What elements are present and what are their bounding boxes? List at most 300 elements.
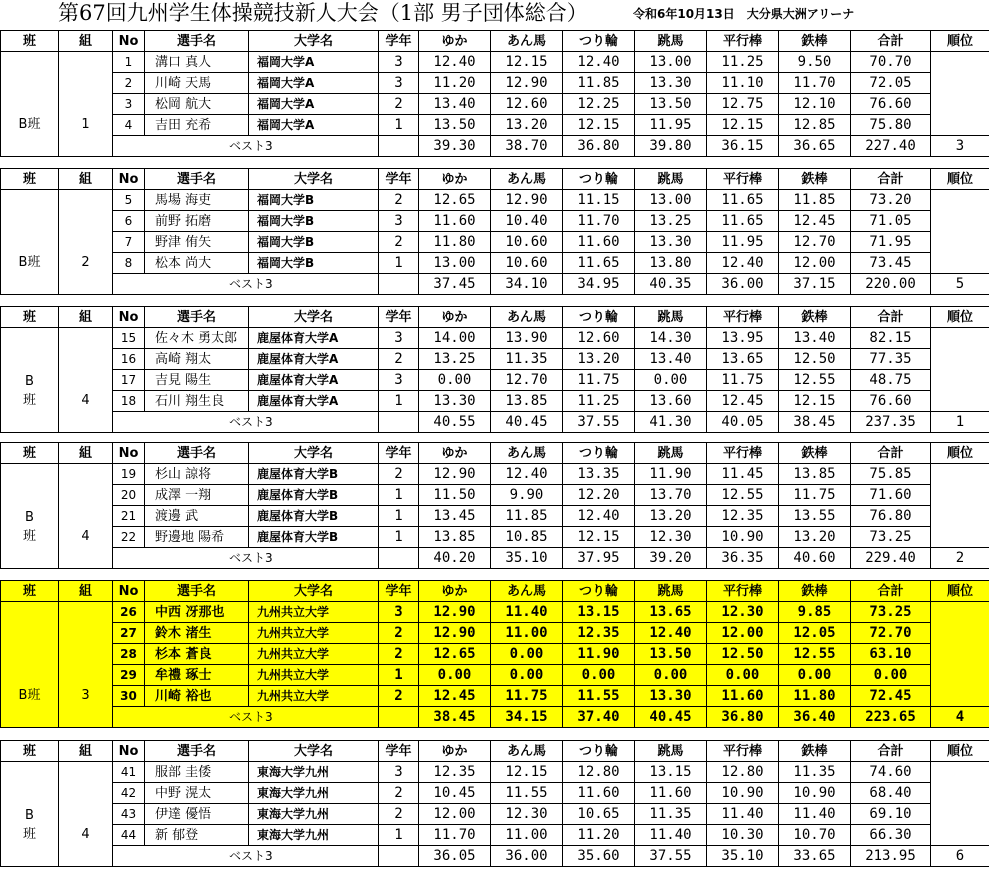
event-score: 13.55	[779, 506, 851, 527]
event-score: 13.30	[635, 73, 707, 94]
event-score: 11.65	[707, 211, 779, 232]
column-header: No	[113, 581, 145, 602]
column-header: あん馬	[491, 307, 563, 328]
event-score: 11.25	[707, 52, 779, 73]
event-score: 11.90	[635, 464, 707, 485]
column-header: No	[113, 169, 145, 190]
best3-score: 36.00	[491, 846, 563, 867]
athlete-name: 服部 圭倭	[145, 762, 249, 783]
event-score: 0.00	[635, 665, 707, 686]
event-score: 10.90	[779, 783, 851, 804]
best3-row	[1, 548, 989, 569]
event-score: 12.40	[491, 464, 563, 485]
athlete-no: 4	[113, 115, 145, 136]
athlete-total: 76.60	[851, 391, 931, 412]
university-name: 鹿屋体育大学A	[249, 349, 379, 370]
athlete-row	[1, 211, 989, 232]
best3-score: 34.15	[491, 707, 563, 728]
header-row	[1, 169, 989, 190]
column-header: 選手名	[145, 31, 249, 52]
grade: 1	[379, 527, 419, 548]
column-header: 合計	[851, 31, 931, 52]
event-score: 10.60	[491, 232, 563, 253]
event-score: 11.60	[563, 783, 635, 804]
athlete-total: 73.20	[851, 190, 931, 211]
event-score: 12.45	[707, 391, 779, 412]
event-score: 13.95	[707, 328, 779, 349]
event-score: 9.85	[779, 602, 851, 623]
column-header: つり輪	[563, 443, 635, 464]
athlete-total: 72.45	[851, 686, 931, 707]
best3-score: 38.70	[491, 136, 563, 157]
best3-score: 36.65	[779, 136, 851, 157]
header-row	[1, 307, 989, 328]
athlete-no: 29	[113, 665, 145, 686]
athlete-row	[1, 686, 989, 707]
university-name: 福岡大学A	[249, 52, 379, 73]
best3-score: 34.10	[491, 274, 563, 295]
column-header: No	[113, 31, 145, 52]
column-header: 大学名	[249, 581, 379, 602]
header-row	[1, 443, 989, 464]
event-score: 11.85	[779, 190, 851, 211]
university-name: 鹿屋体育大学A	[249, 328, 379, 349]
column-header: 鉄棒	[779, 307, 851, 328]
athlete-total: 70.70	[851, 52, 931, 73]
column-header: 学年	[379, 741, 419, 762]
event-score: 11.10	[707, 73, 779, 94]
event-score: 13.40	[419, 94, 491, 115]
university-name: 東海大学九州	[249, 804, 379, 825]
event-score: 9.50	[779, 52, 851, 73]
event-score: 0.00	[563, 665, 635, 686]
university-name: 福岡大学A	[249, 94, 379, 115]
athlete-row	[1, 370, 989, 391]
column-header: ゆか	[419, 307, 491, 328]
event-score: 11.65	[563, 253, 635, 274]
grade: 1	[379, 665, 419, 686]
event-score: 12.25	[563, 94, 635, 115]
event-score: 0.00	[419, 370, 491, 391]
best3-blank	[379, 136, 419, 157]
column-header: 班	[1, 169, 59, 190]
best3-score: 37.55	[635, 846, 707, 867]
event-score: 11.55	[563, 686, 635, 707]
event-score: 11.40	[779, 804, 851, 825]
rank-blank	[931, 190, 989, 274]
column-header: 学年	[379, 169, 419, 190]
event-score: 12.75	[707, 94, 779, 115]
athlete-name: 中西 冴那也	[145, 602, 249, 623]
event-score: 12.40	[563, 52, 635, 73]
event-score: 0.00	[707, 665, 779, 686]
event-score: 12.10	[779, 94, 851, 115]
grade: 2	[379, 623, 419, 644]
grade: 1	[379, 825, 419, 846]
event-score: 12.90	[419, 602, 491, 623]
best3-score: 33.65	[779, 846, 851, 867]
athlete-row	[1, 232, 989, 253]
column-header: 跳馬	[635, 443, 707, 464]
grade: 3	[379, 52, 419, 73]
column-header: 学年	[379, 31, 419, 52]
group-kumi: 3	[59, 602, 113, 728]
event-score: 12.00	[419, 804, 491, 825]
event-score: 11.70	[563, 211, 635, 232]
column-header: 大学名	[249, 741, 379, 762]
column-header: あん馬	[491, 581, 563, 602]
best3-score: 36.05	[419, 846, 491, 867]
athlete-no: 43	[113, 804, 145, 825]
event-score: 12.45	[779, 211, 851, 232]
event-score: 13.50	[419, 115, 491, 136]
team-rank: 6	[931, 846, 989, 867]
best3-score: 40.35	[635, 274, 707, 295]
event-score: 11.35	[779, 762, 851, 783]
athlete-row	[1, 783, 989, 804]
athlete-no: 3	[113, 94, 145, 115]
column-header: 跳馬	[635, 31, 707, 52]
grade: 3	[379, 211, 419, 232]
event-score: 13.25	[419, 349, 491, 370]
header-row	[1, 31, 989, 52]
event-score: 10.60	[491, 253, 563, 274]
university-name: 鹿屋体育大学A	[249, 391, 379, 412]
event-score: 13.30	[635, 232, 707, 253]
header-row	[1, 741, 989, 762]
best3-score: 38.45	[779, 412, 851, 433]
column-header: つり輪	[563, 581, 635, 602]
event-score: 11.80	[419, 232, 491, 253]
team-rank: 2	[931, 548, 989, 569]
event-score: 13.40	[779, 328, 851, 349]
team-table	[0, 306, 989, 433]
event-score: 13.00	[635, 52, 707, 73]
athlete-no: 21	[113, 506, 145, 527]
event-score: 12.15	[491, 762, 563, 783]
athlete-row	[1, 665, 989, 686]
column-header: あん馬	[491, 31, 563, 52]
column-header: 班	[1, 307, 59, 328]
university-name: 東海大学九州	[249, 783, 379, 804]
group-kumi: 4	[59, 328, 113, 433]
column-header: No	[113, 741, 145, 762]
best3-blank	[379, 548, 419, 569]
university-name: 九州共立大学	[249, 686, 379, 707]
athlete-no: 19	[113, 464, 145, 485]
column-header: 鉄棒	[779, 169, 851, 190]
column-header: 順位	[931, 581, 989, 602]
column-header: 跳馬	[635, 581, 707, 602]
university-name: 福岡大学B	[249, 211, 379, 232]
team-table	[0, 442, 989, 569]
best3-score: 40.60	[779, 548, 851, 569]
grade: 3	[379, 73, 419, 94]
athlete-total: 69.10	[851, 804, 931, 825]
best3-score: 35.10	[491, 548, 563, 569]
athlete-name: 杉本 蒼良	[145, 644, 249, 665]
event-score: 12.50	[779, 349, 851, 370]
university-name: 福岡大学B	[249, 253, 379, 274]
athlete-name: 吉田 充希	[145, 115, 249, 136]
best3-score: 40.55	[419, 412, 491, 433]
column-header: No	[113, 307, 145, 328]
group-kumi: 4	[59, 762, 113, 867]
event-score: 13.65	[635, 602, 707, 623]
event-score: 13.70	[635, 485, 707, 506]
best3-score: 36.40	[779, 707, 851, 728]
event-score: 12.20	[563, 485, 635, 506]
column-header: 組	[59, 581, 113, 602]
event-score: 13.20	[563, 349, 635, 370]
athlete-no: 30	[113, 686, 145, 707]
rank-blank	[931, 464, 989, 548]
university-name: 鹿屋体育大学A	[249, 370, 379, 391]
athlete-name: 成澤 一翔	[145, 485, 249, 506]
event-score: 11.40	[491, 602, 563, 623]
athlete-no: 16	[113, 349, 145, 370]
university-name: 九州共立大学	[249, 623, 379, 644]
event-score: 11.00	[491, 825, 563, 846]
best3-label: ベスト3	[113, 707, 379, 728]
column-header: 大学名	[249, 443, 379, 464]
athlete-name: 鈴木 渚生	[145, 623, 249, 644]
event-score: 13.20	[635, 506, 707, 527]
athlete-total: 76.80	[851, 506, 931, 527]
group-han: B班	[1, 52, 59, 157]
athlete-row	[1, 506, 989, 527]
column-header: あん馬	[491, 741, 563, 762]
event-score: 10.90	[707, 527, 779, 548]
athlete-no: 41	[113, 762, 145, 783]
group-han: B班	[1, 190, 59, 295]
university-name: 九州共立大学	[249, 644, 379, 665]
event-score: 12.15	[779, 391, 851, 412]
column-header: No	[113, 443, 145, 464]
column-header: 合計	[851, 443, 931, 464]
group-kumi: 2	[59, 190, 113, 295]
team-table	[0, 740, 989, 867]
grade: 2	[379, 94, 419, 115]
team-rank: 3	[931, 136, 989, 157]
best3-score: 36.80	[563, 136, 635, 157]
best3-label: ベスト3	[113, 548, 379, 569]
team-table	[0, 168, 989, 295]
best3-score: 36.15	[707, 136, 779, 157]
column-header: 班	[1, 741, 59, 762]
athlete-no: 17	[113, 370, 145, 391]
event-date-venue: 令和6年10月13日 大分県大洲アリーナ	[633, 7, 855, 21]
event-score: 12.90	[419, 623, 491, 644]
athlete-name: 前野 拓磨	[145, 211, 249, 232]
athlete-name: 溝口 真人	[145, 52, 249, 73]
event-score: 11.85	[563, 73, 635, 94]
athlete-name: 伊達 優悟	[145, 804, 249, 825]
grade: 3	[379, 370, 419, 391]
event-score: 13.45	[419, 506, 491, 527]
column-header: つり輪	[563, 31, 635, 52]
event-score: 13.60	[635, 391, 707, 412]
event-score: 12.80	[563, 762, 635, 783]
university-name: 鹿屋体育大学B	[249, 464, 379, 485]
athlete-row	[1, 804, 989, 825]
team-rank: 5	[931, 274, 989, 295]
athlete-total: 77.35	[851, 349, 931, 370]
athlete-no: 1	[113, 52, 145, 73]
event-score: 12.00	[779, 253, 851, 274]
event-score: 12.55	[779, 370, 851, 391]
grade: 3	[379, 328, 419, 349]
event-score: 11.75	[707, 370, 779, 391]
event-score: 12.35	[419, 762, 491, 783]
event-score: 11.60	[563, 232, 635, 253]
event-score: 13.25	[635, 211, 707, 232]
column-header: 順位	[931, 31, 989, 52]
event-score: 11.45	[707, 464, 779, 485]
athlete-name: 中野 滉太	[145, 783, 249, 804]
event-score: 12.50	[707, 644, 779, 665]
athlete-name: 野邊地 陽希	[145, 527, 249, 548]
event-score: 11.95	[635, 115, 707, 136]
best3-score: 37.55	[563, 412, 635, 433]
athlete-no: 7	[113, 232, 145, 253]
column-header: ゆか	[419, 31, 491, 52]
athlete-row	[1, 485, 989, 506]
athlete-row	[1, 190, 989, 211]
athlete-total: 73.45	[851, 253, 931, 274]
athlete-total: 75.85	[851, 464, 931, 485]
group-han: B 班	[1, 464, 59, 569]
column-header: 組	[59, 31, 113, 52]
event-score: 12.15	[491, 52, 563, 73]
column-header: 合計	[851, 307, 931, 328]
column-header: 組	[59, 169, 113, 190]
event-score: 13.20	[779, 527, 851, 548]
athlete-total: 66.30	[851, 825, 931, 846]
column-header: 平行棒	[707, 31, 779, 52]
column-header: 大学名	[249, 31, 379, 52]
grade: 1	[379, 485, 419, 506]
column-header: 選手名	[145, 443, 249, 464]
event-score: 11.75	[491, 686, 563, 707]
group-han: B 班	[1, 762, 59, 867]
team-rank: 4	[931, 707, 989, 728]
best3-score: 39.20	[635, 548, 707, 569]
athlete-row	[1, 349, 989, 370]
best3-score: 35.60	[563, 846, 635, 867]
column-header: 選手名	[145, 741, 249, 762]
event-score: 11.95	[707, 232, 779, 253]
athlete-name: 新 郁登	[145, 825, 249, 846]
athlete-row	[1, 602, 989, 623]
athlete-row	[1, 73, 989, 94]
best3-score: 38.45	[419, 707, 491, 728]
event-score: 11.60	[419, 211, 491, 232]
event-score: 12.55	[779, 644, 851, 665]
event-score: 10.85	[491, 527, 563, 548]
column-header: 選手名	[145, 307, 249, 328]
athlete-row	[1, 623, 989, 644]
event-score: 0.00	[635, 370, 707, 391]
athlete-total: 76.60	[851, 94, 931, 115]
athlete-name: 松岡 航大	[145, 94, 249, 115]
event-score: 14.00	[419, 328, 491, 349]
athlete-no: 2	[113, 73, 145, 94]
event-score: 10.30	[707, 825, 779, 846]
column-header: 鉄棒	[779, 31, 851, 52]
rank-blank	[931, 328, 989, 412]
event-score: 11.50	[419, 485, 491, 506]
event-score: 12.85	[779, 115, 851, 136]
athlete-name: 野津 侑矢	[145, 232, 249, 253]
athlete-total: 68.40	[851, 783, 931, 804]
grade: 2	[379, 783, 419, 804]
grade: 2	[379, 464, 419, 485]
event-score: 12.30	[635, 527, 707, 548]
athlete-total: 71.60	[851, 485, 931, 506]
best3-score: 36.80	[707, 707, 779, 728]
event-score: 13.00	[635, 190, 707, 211]
event-score: 9.90	[491, 485, 563, 506]
athlete-total: 72.05	[851, 73, 931, 94]
university-name: 九州共立大学	[249, 602, 379, 623]
team-total: 220.00	[851, 274, 931, 295]
best3-blank	[379, 412, 419, 433]
event-score: 10.70	[779, 825, 851, 846]
event-score: 11.75	[779, 485, 851, 506]
header-row	[1, 581, 989, 602]
event-score: 11.75	[563, 370, 635, 391]
university-name: 九州共立大学	[249, 665, 379, 686]
athlete-no: 26	[113, 602, 145, 623]
event-score: 12.30	[491, 804, 563, 825]
column-header: 班	[1, 581, 59, 602]
athlete-name: 高崎 翔太	[145, 349, 249, 370]
athlete-row	[1, 52, 989, 73]
athlete-row	[1, 825, 989, 846]
column-header: ゆか	[419, 741, 491, 762]
event-score: 12.90	[419, 464, 491, 485]
event-score: 13.80	[635, 253, 707, 274]
event-score: 10.45	[419, 783, 491, 804]
best3-label: ベスト3	[113, 846, 379, 867]
event-score: 13.20	[491, 115, 563, 136]
grade: 3	[379, 762, 419, 783]
best3-score: 34.95	[563, 274, 635, 295]
athlete-total: 63.10	[851, 644, 931, 665]
event-score: 12.60	[563, 328, 635, 349]
column-header: 合計	[851, 741, 931, 762]
column-header: 組	[59, 307, 113, 328]
event-score: 11.70	[779, 73, 851, 94]
athlete-no: 20	[113, 485, 145, 506]
best3-score: 40.45	[491, 412, 563, 433]
best3-row	[1, 707, 989, 728]
athlete-no: 28	[113, 644, 145, 665]
event-score: 12.05	[779, 623, 851, 644]
best3-label: ベスト3	[113, 136, 379, 157]
team-total: 223.65	[851, 707, 931, 728]
event-score: 11.60	[635, 783, 707, 804]
event-score: 10.40	[491, 211, 563, 232]
grade: 2	[379, 804, 419, 825]
event-score: 11.40	[635, 825, 707, 846]
best3-blank	[379, 846, 419, 867]
best3-score: 37.95	[563, 548, 635, 569]
column-header: 鉄棒	[779, 581, 851, 602]
event-score: 11.90	[563, 644, 635, 665]
grade: 2	[379, 686, 419, 707]
